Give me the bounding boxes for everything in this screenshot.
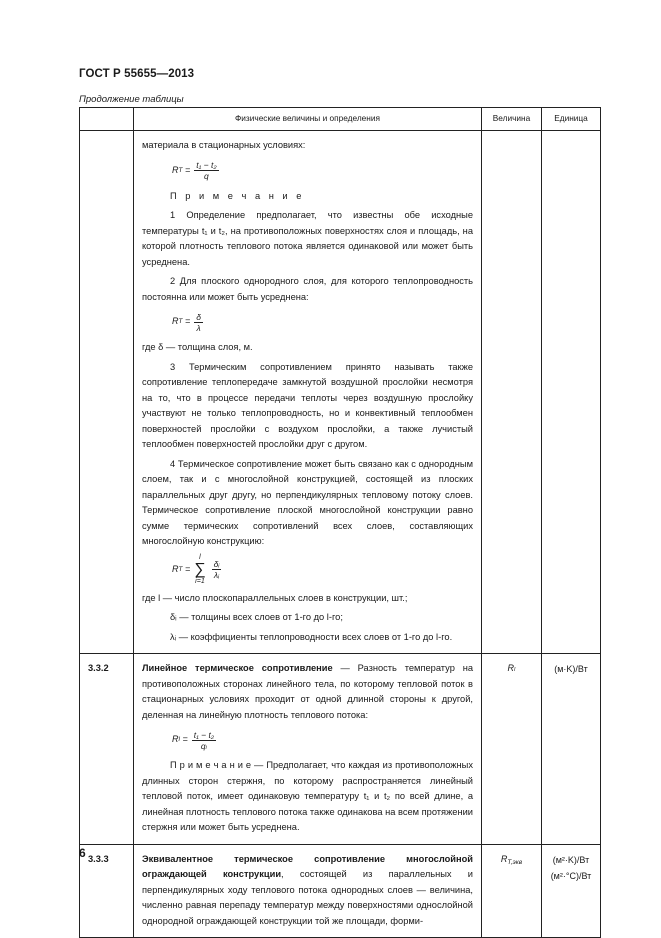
unit-cell: [542, 131, 601, 654]
intro-text: материала в стационарных условиях:: [142, 140, 306, 150]
column-header-number: [80, 108, 134, 131]
unit-kelvin: (м²·K)/Вт: [552, 854, 590, 865]
conductivity-definition: λᵢ — коэффициенты теплопроводности всех слоев от 1-го до l-го.: [170, 631, 453, 642]
note-linear: П р и м е ч а н и е — Предполагает, что каждая из противоположных длинных сторон стержня, по которому распространяется линейный тепловой поток, имеет одинаковую температуру t₁ и t₂ по всей длине, а линейная плотность теплового потока также одинакова на всем протяжении стержня или может быть усреднена.: [142, 760, 473, 832]
table-row: [80, 654, 601, 845]
document-header: ГОСТ Р 55655—2013: [79, 68, 195, 80]
term-name: Линейное термическое сопротивление: [142, 663, 333, 673]
table-header-row: [80, 108, 601, 131]
formula-multilayer-sum: R T = l ∑ i=1 $\frac{\text{δᵢ}}{\text{λᵢ}}$: [172, 553, 220, 585]
note-1: 1 Определение предполагает, что известны обе исходные температуры t₁ и t₂, на противоположных поверхностях слоя и площадь, на которой плотность теплового потока является одинаковой или может быть усреднена.: [142, 210, 473, 267]
quantity-cell: [482, 131, 542, 654]
unit-cell: [542, 844, 601, 938]
note-4: 4 Термическое сопротивление может быть связано как с однородным слоем, так и с многослойной конструкцией, состоящей из плоских параллельных друг другу, но перпендикулярных тепловому потоку слоев. Термическое сопротивление плоской многослойной конструкции равно сумме термических сопротивлений всех слоев, составляющих многослойную конструкцию:: [142, 458, 473, 546]
table-continuation-label: Продолжение таблицы: [79, 94, 184, 105]
row-number-cell: [80, 131, 134, 654]
quantity-cell: $R_{T,экв}$: [482, 844, 542, 938]
definitions-table: [79, 107, 601, 938]
unit-cell: (м·K)/Вт: [542, 654, 601, 845]
thickness-definition: δᵢ — толщины всех слоев от 1-го до l-го;: [170, 612, 343, 622]
term-definition: Линейное термическое сопротивление — Разность температур на противоположных сторонах линейного тела, по которому тепловой поток в стационарных условиях проходит от одной длинной стороны к другой, деленная на линейную плотность теплового потока:: [142, 663, 473, 720]
column-header-unit: Единица: [542, 108, 601, 131]
definition-cell: [134, 131, 482, 654]
note-title: П р и м е ч а н и е: [170, 190, 305, 201]
term-name: Эквивалентное термическое сопротивление многослойной ограждающей конструкции: [142, 853, 473, 879]
table-row: [80, 131, 601, 654]
column-header-definitions: Физические величины и определения: [134, 108, 482, 131]
definition-cell: [134, 844, 482, 938]
formula-plane-layer: R T = $\frac{\delta}{\lambda}$: [172, 311, 201, 333]
formula-linear-resistance: R l = $\frac{\text{t₁ − t₂}}{\text{qₗ}}$: [172, 729, 215, 751]
note-3: 3 Термическим сопротивлением принято называть также сопротивление теплопередаче замкнутой воздушной прослойки несмотря на то, что в процессе передачи теплоты через воздушную прослойку участвуют не только теплопроводность, но и конвективный теплообмен поверхностей прослойки с воздухом прослойки, а также лучистый теплообмен поверхностей прослойки друг с другом.: [142, 361, 473, 449]
row-number-cell: 3.3.3: [80, 844, 134, 938]
delta-definition: где δ — толщина слоя, м.: [142, 342, 253, 352]
formula-thermal-resistance: R T = $\frac{\text{t₁ − t₂}}{q}$: [172, 160, 217, 181]
row-number-cell: 3.3.2: [80, 654, 134, 845]
layer-count-definition: где l — число плоскопараллельных слоев в конструкции, шт.;: [142, 592, 408, 603]
definition-cell: [134, 654, 482, 845]
page-number: 6: [79, 846, 86, 860]
term-definition: Эквивалентное термическое сопротивление многослойной ограждающей конструкции, состоящей из параллельных и перпендикулярных ходу теплового потока однородных слоев — величина, численно равная перепаду температур между поверхностями однослойной однородной ограждающей конструкции той же площади, форми-: [142, 853, 473, 926]
note-2: 2 Для плоского однородного слоя, для которого теплопроводность постоянна или может быть усреднена:: [142, 276, 473, 302]
column-header-quantity: Величина: [482, 108, 542, 131]
quantity-cell: Rₗ: [482, 654, 542, 845]
table-row: [80, 844, 601, 938]
unit-celsius: (м²·°С)/Вт: [550, 870, 592, 881]
